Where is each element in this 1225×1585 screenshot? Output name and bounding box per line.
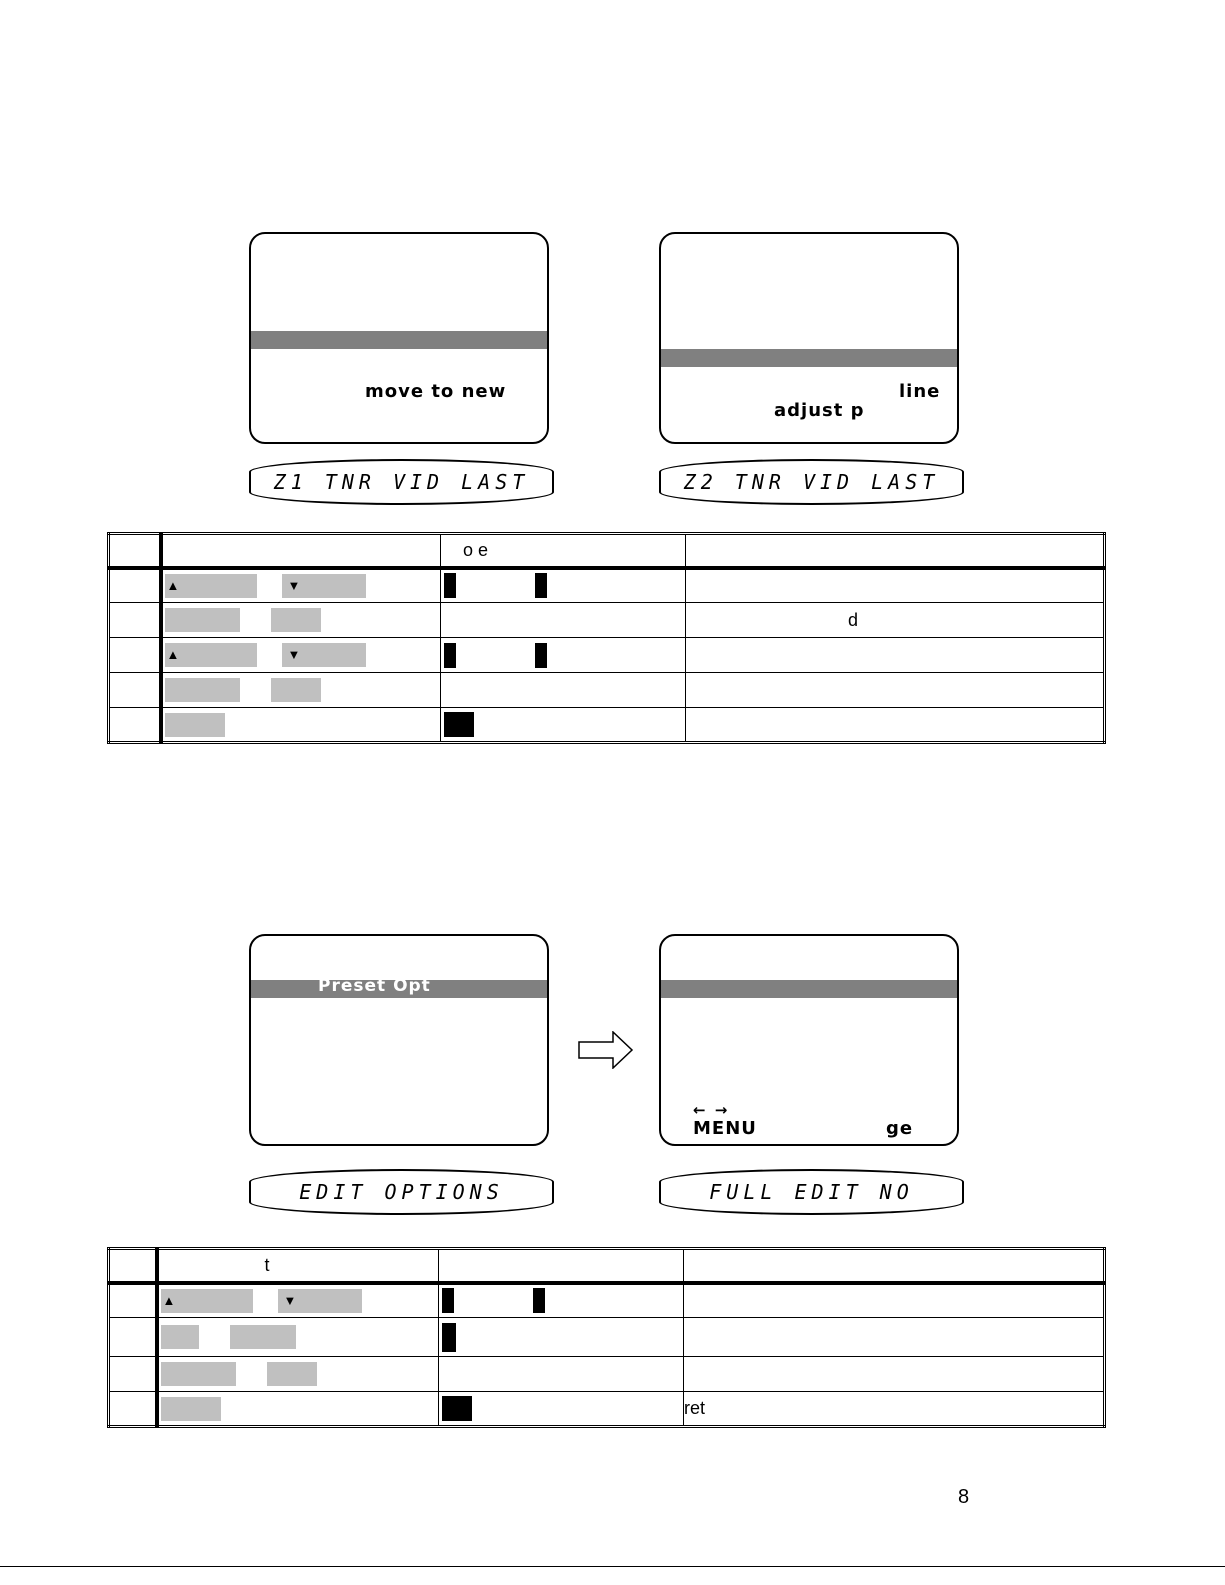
highlight-text: Preset Opt [318, 976, 431, 996]
display-cell [439, 1249, 684, 1283]
button-cell [161, 534, 441, 568]
tv-screen-zone1 [249, 232, 549, 444]
down-arrow-icon: ▼ [287, 647, 301, 662]
button-cell [161, 568, 441, 603]
front-panel-display-zone1 [249, 459, 554, 505]
cursor-block [442, 1288, 454, 1313]
step-number-cell [109, 1318, 157, 1357]
left-button[interactable] [161, 1362, 236, 1386]
cursor-block [444, 643, 456, 668]
table-row [109, 708, 1105, 743]
front-panel-display-full-edit [659, 1169, 964, 1215]
screen-text-right: line [899, 381, 941, 402]
step-number-cell [109, 534, 161, 568]
display-cell [439, 1357, 684, 1392]
display-cell [441, 708, 686, 743]
display-text: Z2 TNR VID LAST [683, 470, 940, 494]
up-button[interactable] [161, 1289, 253, 1313]
up-arrow-icon: ▲ [166, 647, 180, 662]
display-cell [441, 534, 686, 568]
up-button[interactable] [165, 643, 257, 667]
description-cell [684, 1318, 1105, 1357]
description-cell [686, 708, 1105, 743]
tv-screen-edit-options [249, 934, 549, 1146]
button-cell [161, 673, 441, 708]
down-button[interactable] [282, 643, 366, 667]
display-cell [439, 1318, 684, 1357]
steps-table-2 [107, 1247, 1106, 1428]
left-button[interactable] [165, 608, 240, 632]
table-row [109, 603, 1105, 638]
display-text: FULL EDIT NO [709, 1180, 914, 1204]
display-cell [441, 603, 686, 638]
description-cell [684, 1249, 1105, 1283]
highlight-bar [661, 349, 957, 367]
steps-table-1 [107, 532, 1106, 744]
screen-text-bottom: adjust p [774, 400, 865, 421]
description-cell [686, 673, 1105, 708]
right-button[interactable] [271, 608, 321, 632]
highlight-bar [661, 980, 957, 998]
step-number-cell [109, 1392, 157, 1427]
enter-button[interactable] [165, 713, 225, 737]
button-cell [161, 638, 441, 673]
button-cell [157, 1283, 439, 1318]
menu-label: MENU [693, 1118, 757, 1139]
step-number-cell [109, 638, 161, 673]
screen-text: move to new [365, 381, 507, 402]
step-number-cell [109, 708, 161, 743]
page-bottom-rule [0, 1566, 1225, 1567]
up-button[interactable] [165, 574, 257, 598]
description-cell [684, 1357, 1105, 1392]
up-arrow-icon: ▲ [166, 577, 180, 593]
table-header-row [109, 534, 1105, 568]
step-number-cell [109, 1283, 157, 1318]
step-number-cell [109, 673, 161, 708]
description-text: ret [684, 1398, 706, 1418]
button-cell [157, 1318, 439, 1357]
button-cell [161, 708, 441, 743]
button-cell [157, 1392, 439, 1427]
table-row [109, 1318, 1105, 1357]
cursor-block [535, 643, 547, 668]
cursor-block [444, 712, 474, 737]
description-cell [686, 603, 1105, 638]
screen-text-right: ge [886, 1118, 914, 1139]
right-button[interactable] [267, 1362, 317, 1386]
display-cell [439, 1392, 684, 1427]
table-row [109, 568, 1105, 603]
button-cell [157, 1357, 439, 1392]
table-row [109, 1283, 1105, 1318]
cursor-block [533, 1288, 545, 1313]
display-text: EDIT OPTIONS [299, 1180, 504, 1204]
left-button[interactable] [165, 678, 240, 702]
page-number: 8 [958, 1486, 970, 1508]
table-row [109, 1392, 1105, 1427]
cursor-block [444, 573, 456, 598]
front-panel-display-zone2 [659, 459, 964, 505]
left-button[interactable] [161, 1325, 199, 1349]
down-button[interactable] [282, 574, 366, 598]
header-text: o e [463, 539, 489, 560]
display-cell [441, 673, 686, 708]
display-cell [441, 638, 686, 673]
table-row [109, 1357, 1105, 1392]
right-button[interactable] [271, 678, 321, 702]
step-number-cell [109, 1249, 157, 1283]
header-text: t [264, 1254, 270, 1275]
button-cell [161, 603, 441, 638]
step-number-cell [109, 603, 161, 638]
description-cell [686, 638, 1105, 673]
down-arrow-icon: ▼ [287, 577, 301, 593]
up-arrow-icon: ▲ [162, 1292, 176, 1308]
nav-arrows-icon: ← → [693, 1101, 730, 1119]
cursor-block [442, 1396, 472, 1421]
table-header-row [109, 1249, 1105, 1283]
display-cell [441, 568, 686, 603]
enter-button[interactable] [161, 1397, 221, 1421]
step-number-cell [109, 568, 161, 603]
cursor-block [442, 1323, 456, 1352]
cursor-block [535, 573, 547, 598]
description-text: d [848, 609, 859, 630]
button-cell [157, 1249, 439, 1283]
description-cell [684, 1392, 1105, 1427]
tv-screen-full-edit [659, 934, 959, 1146]
table-row [109, 638, 1105, 673]
description-cell [686, 534, 1105, 568]
display-text: Z1 TNR VID LAST [273, 470, 530, 494]
down-arrow-icon: ▼ [283, 1292, 297, 1308]
description-cell [686, 568, 1105, 603]
display-cell [439, 1283, 684, 1318]
down-button[interactable] [278, 1289, 362, 1313]
tv-screen-zone2 [659, 232, 959, 444]
highlight-bar [251, 331, 547, 349]
front-panel-display-edit-options [249, 1169, 554, 1215]
right-button[interactable] [230, 1325, 296, 1349]
right-arrow-icon [578, 1031, 634, 1069]
description-cell [684, 1283, 1105, 1318]
table-row [109, 673, 1105, 708]
step-number-cell [109, 1357, 157, 1392]
